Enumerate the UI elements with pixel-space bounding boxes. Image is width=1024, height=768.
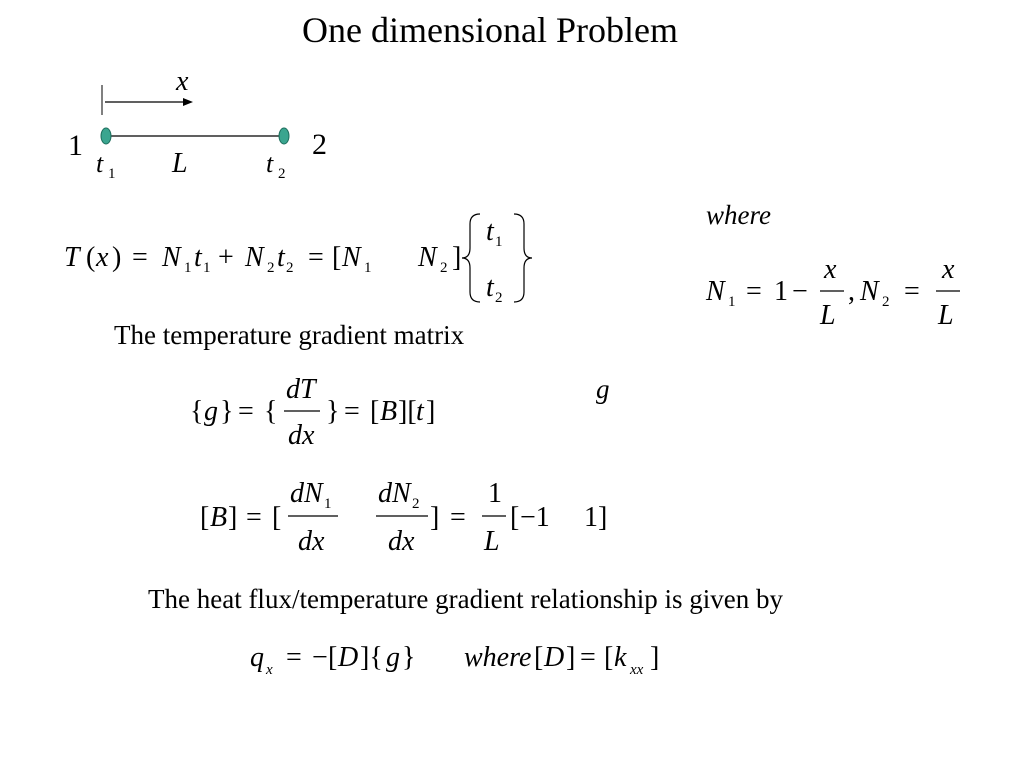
svg-text:N: N: [860, 276, 879, 307]
t2-label: t: [266, 149, 274, 178]
svg-text:k: k: [614, 642, 627, 673]
svg-text:): ): [112, 242, 122, 273]
svg-text:}: }: [326, 396, 340, 427]
svg-text:2: 2: [882, 294, 890, 310]
svg-text:1: 1: [584, 502, 598, 533]
svg-text:T: T: [64, 242, 80, 273]
svg-text:{: {: [264, 396, 278, 427]
svg-text:[: [: [328, 642, 338, 673]
svg-text:+: +: [218, 242, 234, 273]
svg-text:N: N: [342, 242, 361, 273]
svg-text:x: x: [96, 242, 109, 273]
svg-text:=: =: [580, 642, 596, 673]
svg-text:=: =: [308, 242, 324, 273]
svg-text:1: 1: [203, 260, 211, 276]
node-1: [101, 128, 111, 144]
svg-text:]: ]: [452, 242, 462, 273]
svg-text:[: [: [370, 396, 380, 427]
svg-text:N: N: [418, 242, 437, 273]
node-1-number: 1: [68, 129, 83, 162]
svg-text:N: N: [162, 242, 181, 273]
svg-text:1: 1: [774, 276, 788, 307]
temperature-gradient-heading: The temperature gradient matrix: [114, 320, 465, 350]
svg-text:where: where: [464, 642, 532, 673]
heat-flux-equation: [250, 636, 710, 686]
svg-text:N: N: [706, 276, 725, 307]
x-axis-label: x: [176, 66, 189, 97]
node-2: [279, 128, 289, 144]
page-title: One dimensional Problem: [302, 10, 678, 50]
svg-text:L: L: [484, 526, 500, 557]
shape-functions-definition: [700, 250, 980, 332]
svg-text:1: 1: [324, 496, 332, 512]
b-matrix-equation: [196, 474, 626, 560]
svg-text:L: L: [820, 300, 836, 331]
svg-text:dx: dx: [298, 526, 325, 557]
svg-text:]: ]: [228, 502, 238, 533]
element-diagram-svg: [60, 60, 360, 190]
x-axis-arrow-head: [183, 98, 193, 106]
svg-text:[: [: [272, 502, 282, 533]
svg-text:t: t: [486, 216, 494, 247]
shape-function-equation-render: [62, 208, 542, 308]
svg-text:t: t: [277, 242, 285, 273]
svg-text:dx: dx: [288, 420, 315, 451]
svg-text:(: (: [86, 242, 96, 273]
svg-text:1: 1: [184, 260, 192, 276]
svg-text:]: ]: [598, 502, 608, 533]
svg-text:1: 1: [364, 260, 372, 276]
svg-text:,: ,: [848, 276, 855, 307]
svg-text:D: D: [338, 642, 359, 673]
svg-text:{: {: [190, 396, 204, 427]
svg-text:][: ][: [398, 396, 417, 427]
svg-text:1: 1: [488, 478, 502, 509]
svg-text:g: g: [204, 396, 218, 427]
svg-text:=: =: [132, 242, 148, 273]
gradient-equation-render: [190, 370, 480, 456]
svg-text:g: g: [386, 642, 400, 673]
svg-text:}: }: [402, 642, 416, 673]
svg-text:q: q: [250, 642, 264, 673]
svg-text:[: [: [534, 642, 544, 673]
svg-text:−: −: [792, 276, 808, 307]
svg-text:L: L: [938, 300, 954, 331]
svg-text:xx: xx: [630, 662, 644, 678]
svg-text:=: =: [238, 396, 254, 427]
svg-text:]: ]: [566, 642, 576, 673]
svg-text:x: x: [942, 254, 955, 285]
svg-text:t: t: [486, 272, 494, 303]
svg-text:−: −: [312, 642, 328, 673]
svg-text:]: ]: [430, 502, 440, 533]
svg-text:B: B: [210, 502, 228, 533]
svg-text:2: 2: [412, 496, 420, 512]
svg-text:D: D: [544, 642, 565, 673]
svg-text:t: t: [194, 242, 202, 273]
svg-text:t: t: [416, 396, 424, 427]
svg-text:B: B: [380, 396, 398, 427]
svg-text:=: =: [450, 502, 466, 533]
svg-text:[: [: [510, 502, 520, 533]
shape-function-equation: [62, 208, 542, 308]
svg-text:[: [: [332, 242, 342, 273]
svg-text:=: =: [904, 276, 920, 307]
svg-text:[: [: [200, 502, 210, 533]
svg-text:dT: dT: [286, 374, 316, 405]
stray-g-symbol: g: [596, 374, 610, 404]
gradient-equation: [190, 370, 480, 456]
svg-text:]{: ]{: [360, 642, 383, 673]
t1-label: t: [96, 149, 104, 178]
svg-text:}: }: [220, 396, 234, 427]
svg-text:=: =: [286, 642, 302, 673]
svg-text:1: 1: [728, 294, 736, 310]
svg-text:]: ]: [426, 396, 436, 427]
svg-text:x: x: [266, 662, 273, 678]
svg-text:2: 2: [495, 290, 503, 306]
heat-flux-heading: The heat flux/temperature gradient relationship is given by: [148, 584, 784, 614]
svg-text:dN: dN: [290, 478, 323, 509]
svg-text:[: [: [604, 642, 614, 673]
svg-text:1: 1: [495, 234, 503, 250]
length-label: L: [172, 148, 188, 179]
heat-flux-equation-render: [250, 636, 710, 686]
shape-functions-render: [700, 250, 980, 332]
svg-text:=: =: [746, 276, 762, 307]
svg-text:N: N: [245, 242, 264, 273]
where-label: where: [706, 200, 771, 230]
element-diagram: [60, 60, 360, 190]
svg-text:=: =: [246, 502, 262, 533]
node-2-number: 2: [312, 128, 327, 161]
svg-text:dx: dx: [388, 526, 415, 557]
svg-text:]: ]: [650, 642, 660, 673]
t2-subscript: 2: [278, 166, 286, 182]
svg-text:2: 2: [267, 260, 275, 276]
b-matrix-equation-render: [196, 474, 626, 560]
t1-subscript: 1: [108, 166, 116, 182]
svg-text:=: =: [344, 396, 360, 427]
svg-text:dN: dN: [378, 478, 411, 509]
svg-text:2: 2: [440, 260, 448, 276]
svg-text:−1: −1: [520, 502, 550, 533]
svg-text:2: 2: [286, 260, 294, 276]
svg-text:x: x: [824, 254, 837, 285]
